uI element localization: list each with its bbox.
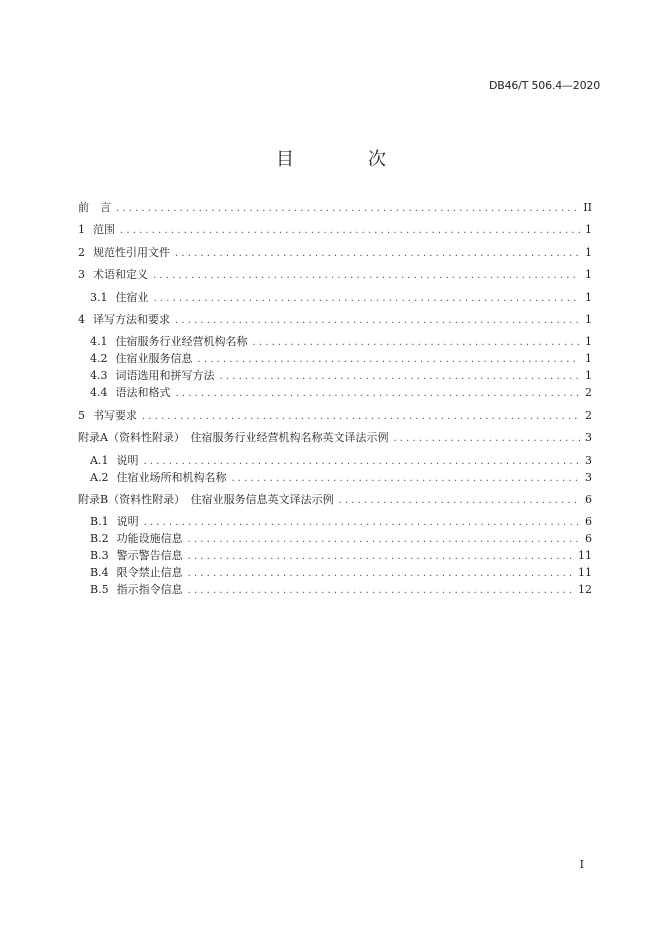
toc-entry[interactable] xyxy=(78,581,592,598)
toc-leader-dots xyxy=(120,222,580,239)
toc-entry-label: 说明 xyxy=(116,453,139,467)
toc-entry-page: 11 xyxy=(578,549,592,563)
toc-entry[interactable] xyxy=(78,199,592,216)
toc-entry-label: 说明 xyxy=(116,515,139,529)
toc-entry-label: 住宿业场所和机构名称 xyxy=(116,470,227,484)
toc-entry-number: 4 xyxy=(78,312,85,326)
toc-leader-dots xyxy=(188,548,573,565)
toc-leader-dots xyxy=(175,245,580,262)
toc-entry-page: 3 xyxy=(585,431,592,445)
toc-entry-number: 4.1 xyxy=(90,335,108,349)
toc-entry[interactable] xyxy=(78,547,592,564)
toc-leader-dots xyxy=(220,368,581,385)
toc-entry[interactable] xyxy=(78,564,592,581)
toc-entry-label: 书写要求 xyxy=(93,408,137,422)
toc-entry[interactable] xyxy=(78,491,592,508)
toc-entry[interactable] xyxy=(78,289,592,306)
toc-entry-number: B.4 xyxy=(90,566,109,580)
document-code: DB46/T 506.4—2020 xyxy=(488,79,600,92)
toc-entry[interactable] xyxy=(78,367,592,384)
toc-entry-number: 4.2 xyxy=(90,352,108,366)
toc-entry-label: 住宿业 xyxy=(115,290,149,304)
toc-entry-label: 术语和定义 xyxy=(93,268,148,282)
toc-leader-dots xyxy=(188,582,573,599)
toc-entry-page: II xyxy=(583,201,592,214)
toc-entry-number: B.5 xyxy=(90,583,109,597)
toc-entry-page: 6 xyxy=(585,515,592,529)
toc-entry-number: 5 xyxy=(78,408,85,422)
toc-entry-number: B.1 xyxy=(90,515,109,529)
table-of-contents xyxy=(78,199,592,598)
toc-leader-dots xyxy=(198,351,581,368)
toc-entry-page: 1 xyxy=(585,369,592,383)
toc-leader-dots xyxy=(175,312,580,329)
toc-entry-label: 词语选用和拼写方法 xyxy=(115,369,215,383)
toc-entry-page: 1 xyxy=(585,245,592,259)
toc-entry[interactable] xyxy=(78,311,592,328)
toc-leader-dots xyxy=(142,408,580,425)
toc-entry-page: 1 xyxy=(585,290,592,304)
toc-entry[interactable] xyxy=(78,452,592,469)
toc-entry-number: B.2 xyxy=(90,532,109,546)
toc-entry-label: 住宿服务行业经营机构名称 xyxy=(115,335,248,349)
toc-entry-number: A.1 xyxy=(90,453,109,467)
toc-entry-page: 1 xyxy=(585,352,592,366)
toc-entry-label: 指示指令信息 xyxy=(116,583,183,597)
page-title: 目 次 xyxy=(276,149,414,170)
toc-leader-dots xyxy=(153,267,580,284)
toc-entry[interactable] xyxy=(78,384,592,401)
toc-entry-page: 2 xyxy=(585,386,592,400)
toc-entry[interactable] xyxy=(78,350,592,367)
toc-entry-number: 3.1 xyxy=(90,290,108,304)
toc-leader-dots xyxy=(253,334,581,351)
toc-entry-page: 6 xyxy=(585,492,592,506)
toc-entry[interactable] xyxy=(78,244,592,261)
toc-leader-dots xyxy=(393,430,580,447)
toc-leader-dots xyxy=(154,290,581,307)
toc-entry-number: 4.4 xyxy=(90,386,108,400)
toc-entry-number: A.2 xyxy=(90,470,109,484)
toc-entry-page: 1 xyxy=(585,223,592,237)
toc-leader-dots xyxy=(188,531,580,548)
toc-leader-dots xyxy=(231,470,580,487)
toc-entry[interactable] xyxy=(78,333,592,350)
toc-leader-dots xyxy=(188,565,573,582)
toc-entry[interactable] xyxy=(78,429,592,446)
toc-leader-dots xyxy=(176,385,581,402)
toc-entry-page: 1 xyxy=(585,312,592,326)
toc-entry-page: 3 xyxy=(585,453,592,467)
toc-entry-label: 范围 xyxy=(93,223,115,237)
toc-entry[interactable] xyxy=(78,221,592,238)
toc-leader-dots xyxy=(143,453,580,470)
toc-entry-label: 警示警告信息 xyxy=(116,549,183,563)
toc-entry-number: 4.3 xyxy=(90,369,108,383)
toc-entry-label: 规范性引用文件 xyxy=(93,245,170,259)
toc-entry-label: 前 言 xyxy=(78,201,111,214)
page-number: I xyxy=(579,858,584,871)
toc-entry-label: 限令禁止信息 xyxy=(116,566,183,580)
toc-entry-label: 住宿业服务信息 xyxy=(115,352,193,366)
toc-entry-page: 12 xyxy=(578,583,592,597)
toc-leader-dots xyxy=(144,514,580,531)
toc-entry-number: 1 xyxy=(78,223,85,237)
toc-entry-label: 语法和格式 xyxy=(115,386,171,400)
toc-entry-page: 1 xyxy=(585,335,592,349)
toc-entry-number: 3 xyxy=(78,268,85,282)
toc-leader-dots xyxy=(116,200,578,217)
toc-entry-label: 功能设施信息 xyxy=(116,532,183,546)
toc-entry-page: 3 xyxy=(585,470,592,484)
toc-entry-page: 11 xyxy=(578,566,592,580)
toc-entry-page: 6 xyxy=(585,532,592,546)
toc-entry[interactable] xyxy=(78,469,592,486)
toc-entry[interactable] xyxy=(78,266,592,283)
toc-entry-label: 附录B（资料性附录） 住宿业服务信息英文译法示例 xyxy=(78,492,334,506)
toc-entry-number: B.3 xyxy=(90,549,109,563)
toc-entry[interactable] xyxy=(78,530,592,547)
toc-leader-dots xyxy=(339,492,580,509)
toc-entry-label: 译写方法和要求 xyxy=(93,312,170,326)
toc-entry[interactable] xyxy=(78,513,592,530)
toc-entry-page: 2 xyxy=(585,408,592,422)
toc-entry-page: 1 xyxy=(585,268,592,282)
toc-entry[interactable] xyxy=(78,407,592,424)
toc-entry-number: 2 xyxy=(78,245,85,259)
toc-entry-label: 附录A（资料性附录） 住宿服务行业经营机构名称英文译法示例 xyxy=(78,431,389,445)
